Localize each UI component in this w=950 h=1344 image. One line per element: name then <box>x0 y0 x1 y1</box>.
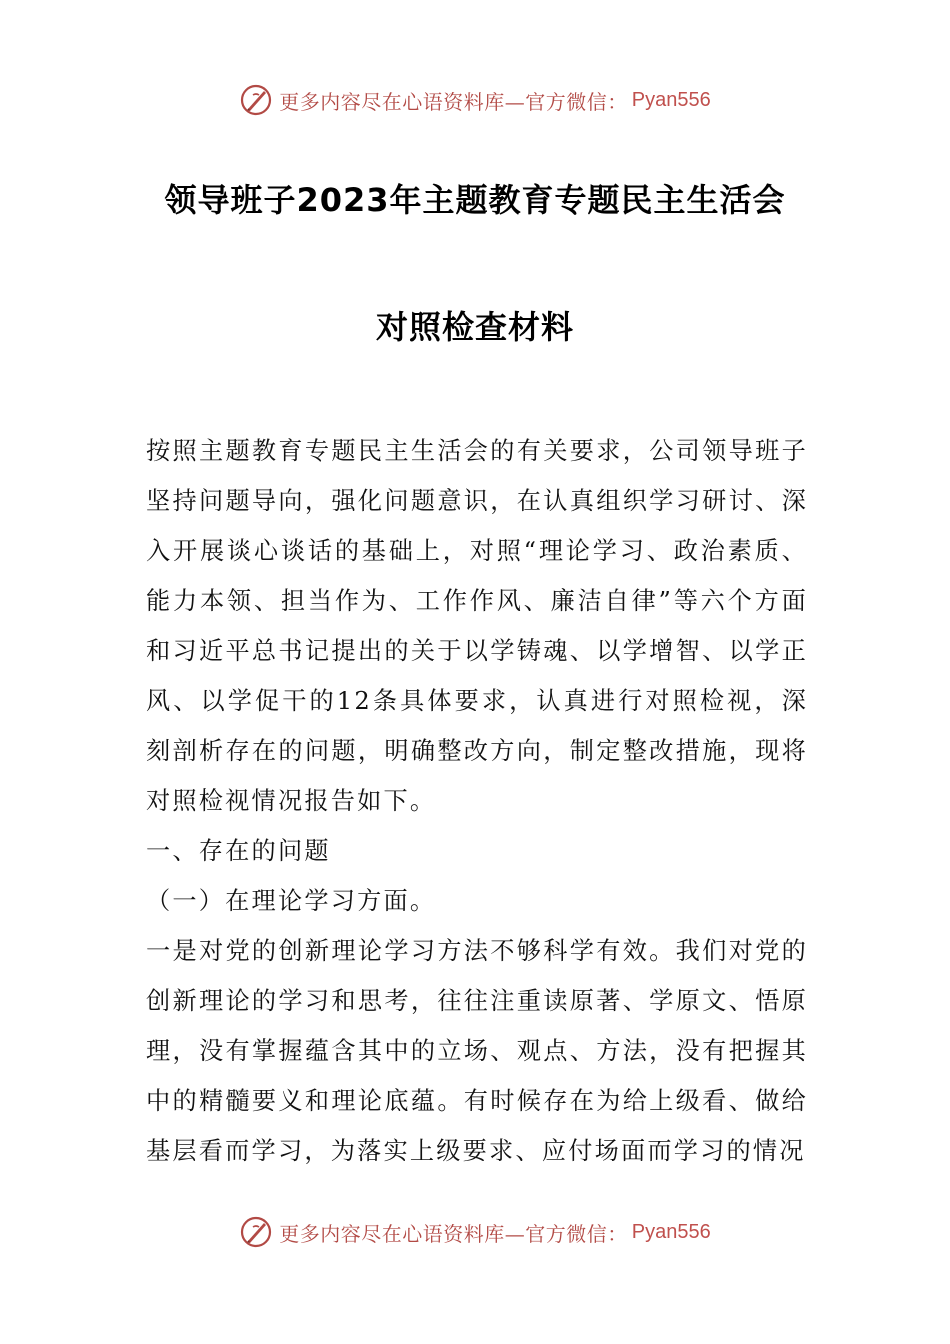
point-paragraph: 一是对党的创新理论学习方法不够科学有效。我们对党的创新理论的学习和思考，往往注重读原著、学原文、悟原理，没有掌握蕴含其中的立场、观点、方法，没有把握其中的精髓要义和理论底蕴。有时候存在为给上级看、做给基层看而学习，为落实上级要求、应付场面而学习的情况 <box>146 937 808 1165</box>
watermark-text: 更多内容尽在心语资料库—官方微信： <box>279 1221 628 1246</box>
document-title-line1: 领导班子2023年主题教育专题民主生活会 <box>164 181 786 219</box>
watermark-wechat-id: Pyan556 <box>631 1220 711 1243</box>
document-title-line2: 对照检查材料 <box>375 308 574 346</box>
watermark-text: 更多内容尽在心语资料库—官方微信： <box>279 89 628 114</box>
watermark-header <box>0 80 950 120</box>
intro-paragraph: 按照主题教育专题民主生活会的有关要求，公司领导班子坚持问题导向，强化问题意识，在认真组织学习研讨、深入开展谈心谈话的基础上，对照“理论学习、政治素质、能力本领、担当作为、工作作风、廉洁自律”等六个方面和习近平总书记提出的关于以学铸魂、以学增智、以学正风、以学促干的12条具体要求，认真进行对照检视，深刻剖析存在的问题，明确整改方向，制定整改措施，现将对照检视情况报告如下。 <box>146 437 808 815</box>
watermark-footer <box>0 1212 950 1252</box>
document-body <box>146 426 808 1176</box>
quill-logo-icon <box>239 83 273 117</box>
subsection-heading: （一）在理论学习方面。 <box>146 887 437 915</box>
section-heading: 一、存在的问题 <box>146 837 331 865</box>
quill-logo-icon <box>239 1215 273 1249</box>
watermark-wechat-id: Pyan556 <box>631 88 711 111</box>
